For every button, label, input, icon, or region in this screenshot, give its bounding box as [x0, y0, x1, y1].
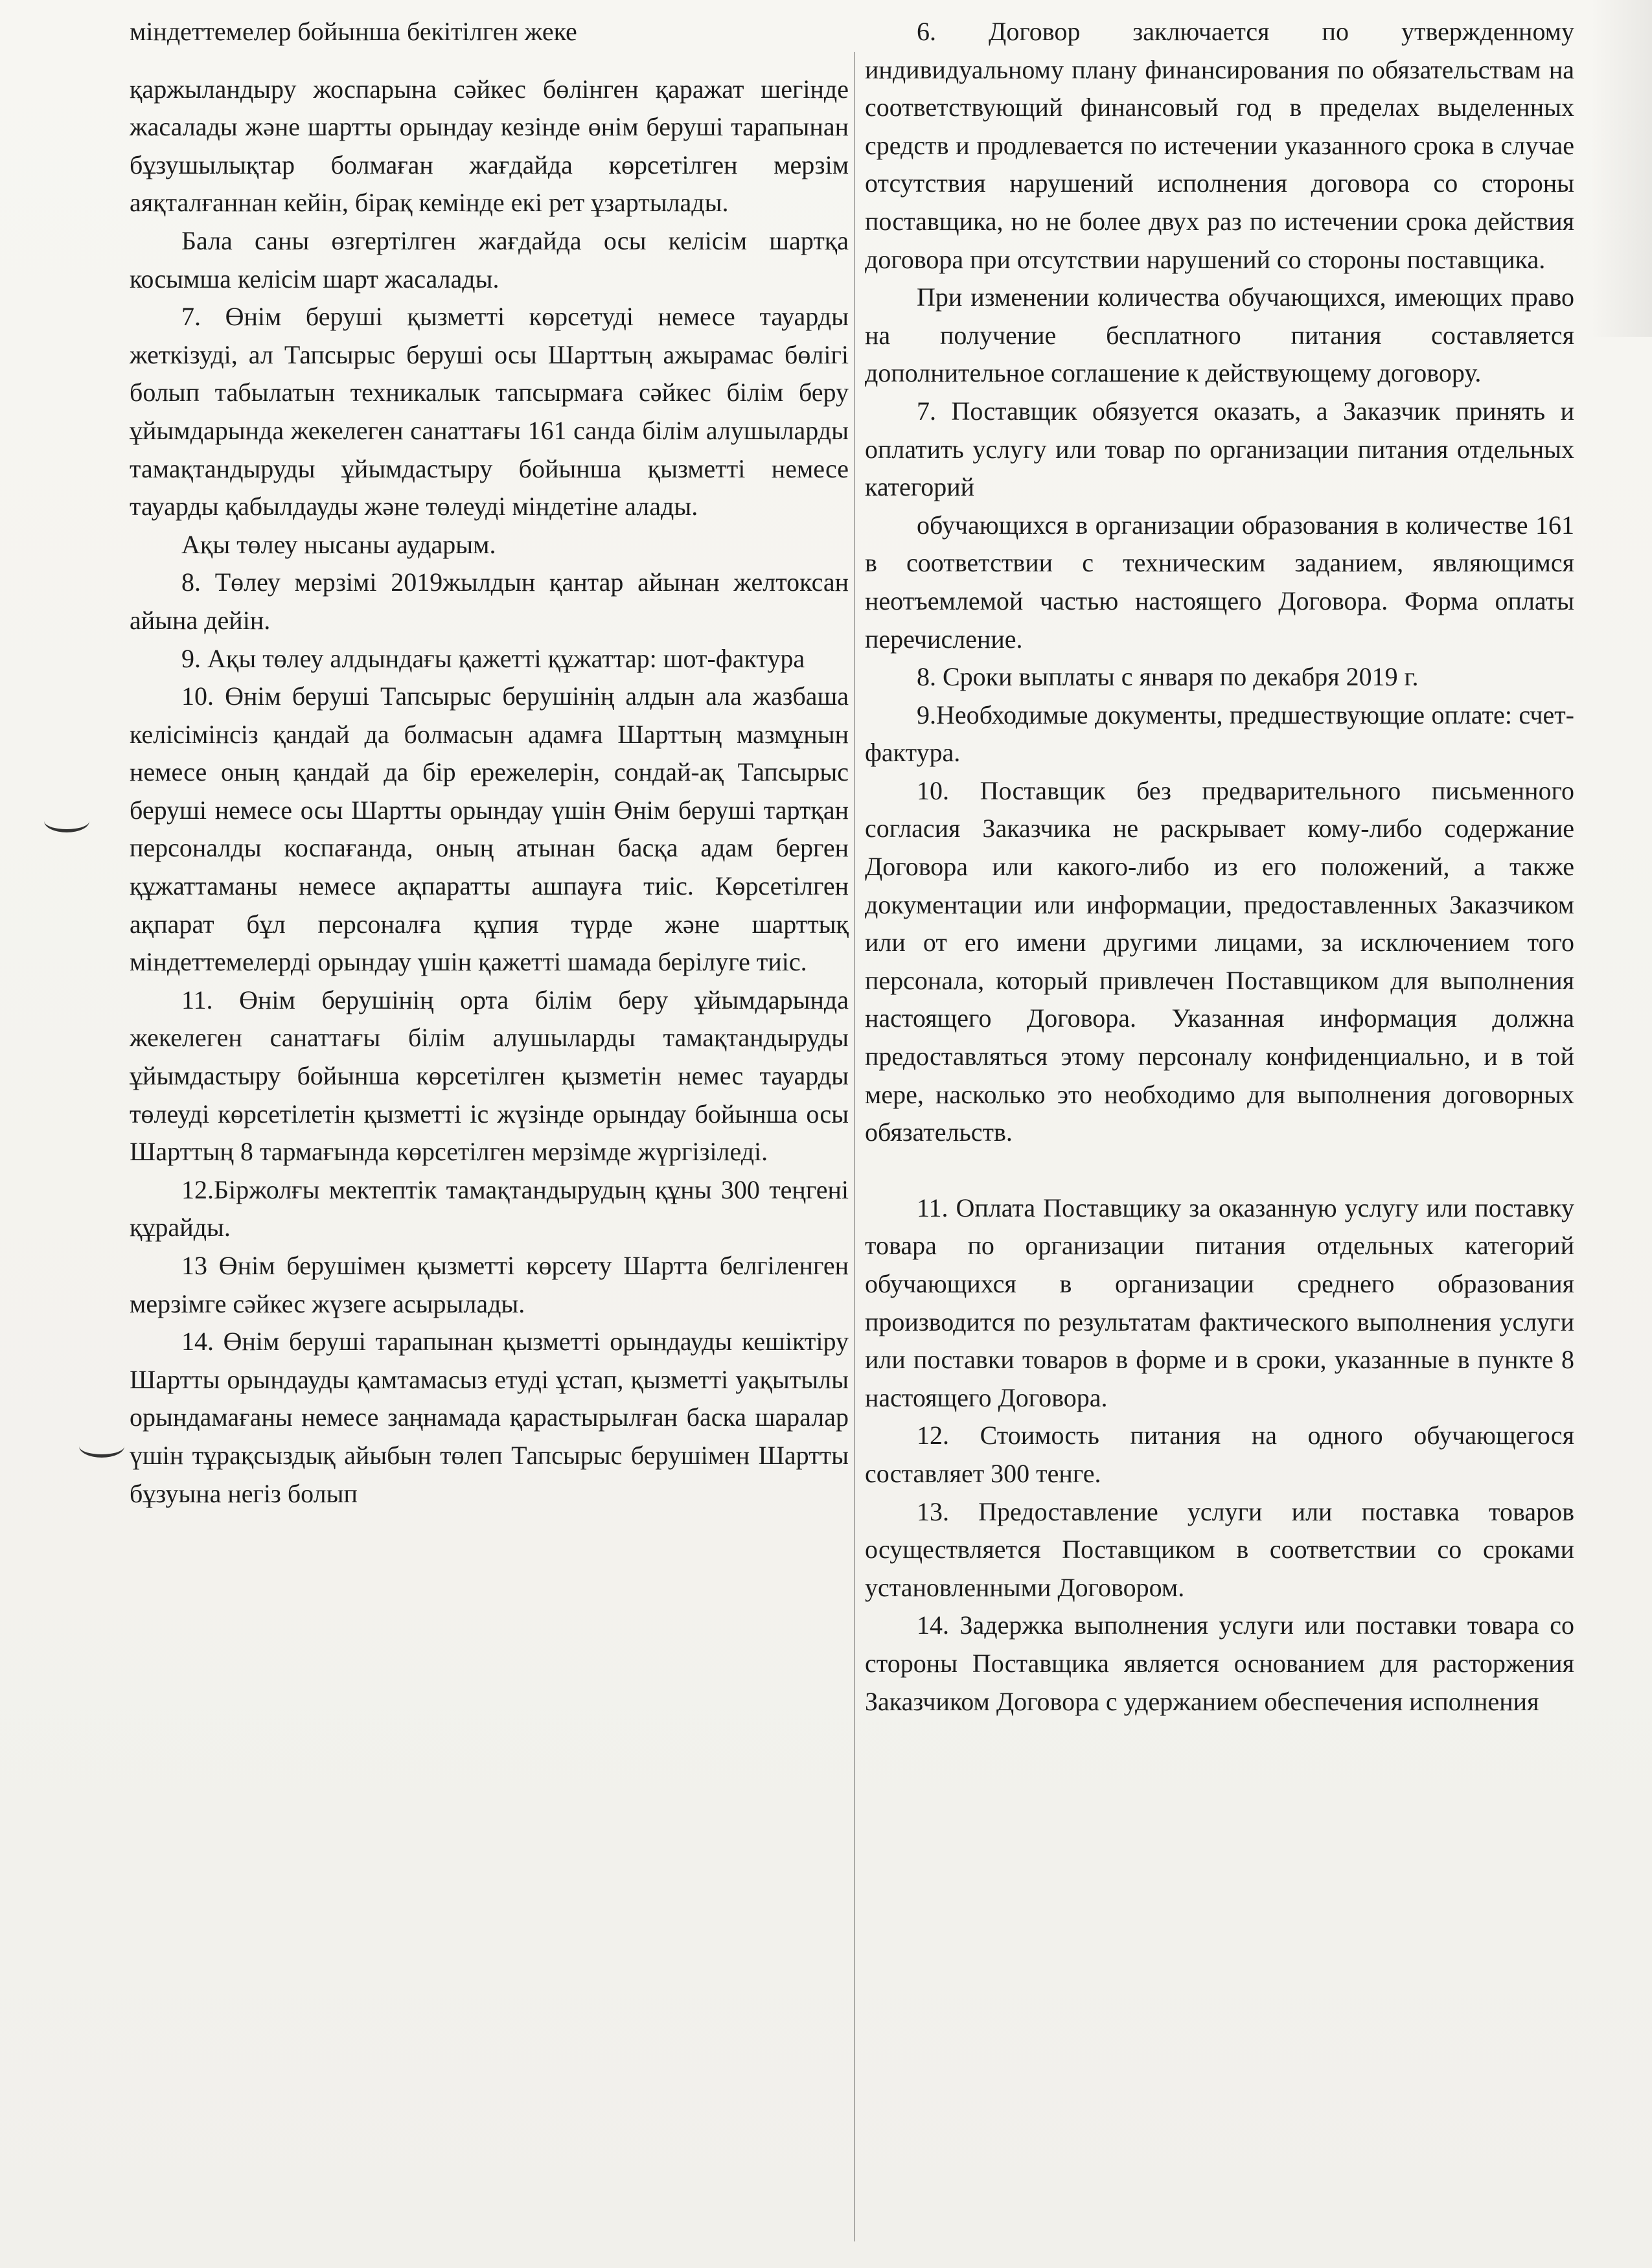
ru-clause-12: 12. Стоимость питания на одного обучающегося составляет 300 тенге. [865, 1421, 1574, 1488]
punch-hole-mark [44, 810, 89, 832]
kz-clause-12: 12.Біржолғы мектептік тамақтандырудың құны 300 теңгені құрайды. [130, 1174, 849, 1243]
ru-clause-7: 7. Поставщик обязуется оказать, а Заказчик принять и оплатить услугу или товар по организации питания отдельных категорий [865, 396, 1574, 502]
kz-clause-8: 8. Төлеу мерзімі 2019жылдын қантар айынан желтоксан айына дейін. [130, 567, 849, 635]
kz-paragraph-financing: қаржыландыру жоспарына сәйкес бөлінген қаражат шегінде жасалады және шартты орындау кезінде өнім беруші тарапынан бұзушылықтар болмаған жағдайда көрсетілген мерзім аяқталғаннан кейін, бірақ кемінде екі рет ұзартылады. [130, 74, 849, 218]
ru-clause-9: 9.Необходимые документы, предшествующие оплате: счет-фактура. [865, 700, 1574, 768]
kz-paragraph-intro: міндеттемелер бойынша бекітілген жеке [130, 17, 577, 46]
kz-clause-13: 13 Өнім берушімен қызметті көрсету Шартта белгіленген мерзімге сәйкес жүзеге асырылады. [130, 1251, 849, 1318]
ru-clause-10: 10. Поставщик без предварительного письменного согласия Заказчика не раскрывает кому-либо содержание Договора или какого-либо из его положений, а также документации или информации, предоставленных Заказчиком или от его имени другими лицами, за исключением того персонала, который привлечен Поставщиком для выполнения настоящего Договора. Указанная информация должна предоставляться этому персоналу конфиденциально, и в той мере, насколько это необходимо для выполнения договорных обязательств. [865, 775, 1574, 1147]
page-edge-shadow [1590, 0, 1652, 337]
kz-clause-10: 10. Өнім беруші Тапсырыс берушінің алдын ала жазбаша келісімінсіз қандай да болмасын адамға Шарттың мазмұнын немесе оның қандай да бір ережелерін, сондай-ақ Тапсырыс беруші немесе осы Шартты орындау үшін Өнім беруші тартқан персоналды коспағанда, оның атынан басқа адам берген құжаттаманы немесе ақпаратты ашпауға тиіс. Көрсетілген ақпарат бұл персоналға құпия түрде және шарттық міндеттемелерді орындау үшін қажетті шамада берілуге тиіс. [130, 682, 849, 977]
ru-clause-8: 8. Сроки выплаты с января по декабря 2019 г. [917, 662, 1419, 692]
ru-clause-6: 6. Договор заключается по утвержденному индивидуальному плану финансирования по обязательствам на соответствующий финансовый год в пределах выделенных средств и продлевается по истечении указанного срока в случае отсутствия нарушений исполнения договора со стороны поставщика, но не более двух раз по истечении срока действия договора при отсутствии нарушений со стороны поставщика. [865, 17, 1574, 274]
ru-clause-11: 11. Оплата Поставщику за оказанную услугу или поставку товара по организации питания отдельных категорий обучающихся в организации среднего образования производится по результатам фактического выполнения услуги или поставки товаров в форме и в сроки, указанные в пункте 8 настоящего Договора. [865, 1193, 1574, 1412]
ru-paragraph-students-change: При изменении количества обучающихся, имеющих право на получение бесплатного питания составляется дополнительное соглашение к действующему договору. [865, 282, 1574, 388]
russian-column [865, 13, 1574, 1721]
column-divider [854, 52, 855, 2241]
kz-paragraph-child-count: Бала саны өзгертілген жағдайда осы келісім шартқа косымша келісім шарт жасалады. [130, 225, 849, 293]
ru-clause-13: 13. Предоставление услуги или поставка товаров осуществляется Поставщиком в соответствии со сроками установленными Договором. [865, 1496, 1574, 1602]
kz-clause-11: 11. Өнім берушінің орта білім беру ұйымдарында жекелеген санаттағы білім алушыларды тамақтандыруды ұйымдастыру бойынша көрсетілген қызметін немес тауарды төлеуді көрсетілетін қызметті іс жүзінде орындау бойынша осы Шарттың 8 тармағында көрсетілген мерзімде жүргізіледі. [130, 985, 849, 1167]
ru-clause-7-continued: обучающихся в организации образования в количестве 161 в соответствии с техническим заданием, являющимся неотъемлемой частью настоящего Договора. Форма оплаты перечисление. [865, 510, 1574, 654]
kz-clause-9: 9. Ақы төлеу алдындағы қажетті құжаттар: шот-фактура [181, 643, 805, 673]
punch-hole-mark [79, 1435, 124, 1458]
kazakh-column [130, 13, 849, 1513]
kz-clause-7: 7. Өнім беруші қызметті көрсетуді немесе тауарды жеткізуді, ал Тапсырыс беруші осы Шарттың ажырамас бөлігі болып табылатын техникалык тапсырмаға сәйкес білім беру ұйымдарында жекелеген санаттағы 161 санда білім алушыларды тамақтандыруды ұйымдастыру бойынша қызметті немесе тауарды қабылдауды және төлеуді міндетіне алады. [130, 302, 849, 521]
kz-clause-14: 14. Өнім беруші тарапынан қызметті орындауды кешіктіру Шартты орындауды қамтамасыз етуді ұстап, қызметті уақытылы орындамағаны немесе заңнамада қарастырылған баска шаралар үшін тұрақсыздық айыбын төлеп Тапсырыс берушімен Шартты бұзуына негіз болып [130, 1327, 849, 1508]
kz-payment-form: Ақы төлеу нысаны аударым. [181, 529, 496, 559]
ru-clause-14: 14. Задержка выполнения услуги или поставки товара со стороны Поставщика является основанием для расторжения Заказчиком Договора с удержанием обеспечения исполнения [865, 1610, 1574, 1716]
